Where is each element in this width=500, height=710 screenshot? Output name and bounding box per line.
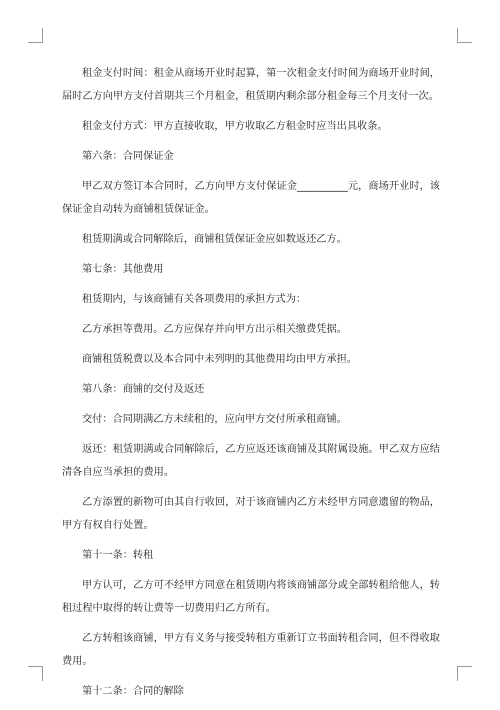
paragraph-return: 返还：租赁期满或合同解除后，乙方应返还该商铺及其附属设施。甲乙双方应结清各自应当承担的费用。 <box>62 444 440 478</box>
crop-mark-bottom-left <box>28 666 43 681</box>
paragraph-fees-landlord: 商铺租赁税费以及本合同中未列明的其他费用均由甲方承担。 <box>82 354 358 365</box>
heading-article-7: 第七条：其他费用 <box>82 264 164 275</box>
crop-mark-bottom-right <box>457 666 472 681</box>
crop-mark-top-right <box>457 28 472 43</box>
paragraph-delivery: 交付：合同期满乙方未续租的，应向甲方交付所承租商铺。 <box>82 414 347 425</box>
heading-article-12: 第十二条：合同的解除 <box>82 686 184 697</box>
paragraph-deposit: 甲乙双方签订本合同时，乙方向甲方支付保证金__________元，商场开业时，该保证金自动转为商铺租赁保证金。 <box>62 181 440 215</box>
crop-mark-top-left <box>28 28 43 43</box>
document-body <box>62 62 440 710</box>
paragraph-sublease-contract: 乙方转租该商铺，甲方有义务与接受转租方重新订立书面转租合同，但不得收取费用。 <box>62 633 440 667</box>
paragraph-rent-payment-time: 租金支付时间：租金从商场开业时起算，第一次租金支付时间为商场开业时间，届时乙方向甲方支付首期共三个月租金，租赁期内剩余部分租金每三个月支付一次。 <box>62 68 440 102</box>
heading-article-11: 第十一条：转租 <box>82 550 154 561</box>
paragraph-deposit-return: 租赁期满或合同解除后，商铺租赁保证金应如数返还乙方。 <box>82 234 347 245</box>
paragraph-sublease: 甲方认可，乙方可不经甲方同意在租赁期内将该商铺部分或全部转租给他人，转租过程中取得的转让费等一切费用归乙方所有。 <box>62 580 440 614</box>
paragraph-added-items: 乙方添置的新物可由其自行收回，对于该商铺内乙方未经甲方同意遗留的物品，甲方有权自行处置。 <box>62 497 440 531</box>
paragraph-fees-intro: 租赁期内，与该商铺有关各项费用的承担方式为： <box>82 294 307 305</box>
heading-article-8: 第八条：商铺的交付及返还 <box>82 384 205 395</box>
paragraph-fees-tenant: 乙方承担等费用。乙方应保存并向甲方出示相关缴费凭据。 <box>82 324 347 335</box>
paragraph-rent-payment-method: 租金支付方式：甲方直接收取，甲方收取乙方租金时应当出具收条。 <box>82 121 388 132</box>
heading-article-6: 第六条：合同保证金 <box>82 151 174 162</box>
